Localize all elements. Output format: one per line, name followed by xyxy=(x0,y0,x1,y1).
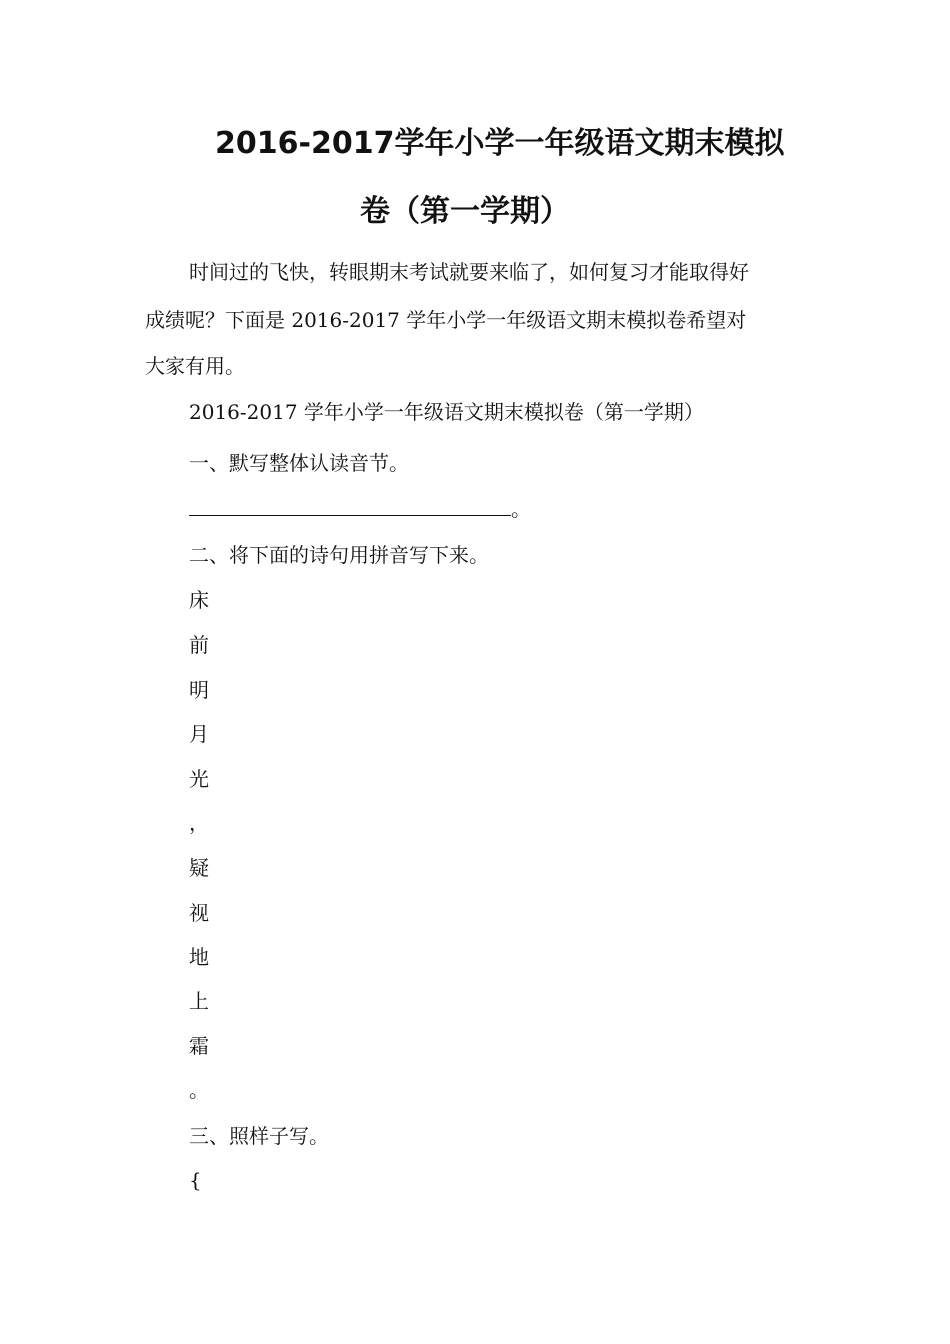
poem-char: 月 xyxy=(189,722,209,746)
blank-end-mark: 。 xyxy=(511,497,531,521)
poem-char: 疑 xyxy=(189,856,209,880)
poem-char: 视 xyxy=(189,901,209,925)
document-title-line-1: 2016-2017学年小学一年级语文期末模拟 xyxy=(215,126,785,161)
intro-paragraph-line-2: 成绩呢？下面是 2016-2017 学年小学一年级语文期末模拟卷希望对 xyxy=(145,308,747,332)
poem-char: 霜 xyxy=(189,1034,209,1058)
poem-char: 光 xyxy=(189,767,209,791)
poem-char: 前 xyxy=(189,633,209,657)
question-2: 二、将下面的诗句用拼音写下来。 xyxy=(189,543,489,567)
poem-char: 地 xyxy=(189,945,209,969)
blank-underline xyxy=(189,495,511,516)
poem-punctuation: 。 xyxy=(189,1078,209,1102)
question-3: 三、照样子写。 xyxy=(189,1124,329,1148)
intro-paragraph-line-3: 大家有用。 xyxy=(145,354,245,378)
poem-punctuation: ， xyxy=(189,811,209,835)
intro-paragraph-line-1: 时间过的飞快，转眼期末考试就要来临了，如何复习才能取得好 xyxy=(189,260,749,284)
answer-blank-line xyxy=(189,494,531,524)
poem-char: 床 xyxy=(189,588,209,612)
poem-char: 明 xyxy=(189,678,209,702)
brace-mark: { xyxy=(189,1168,202,1192)
question-1: 一、默写整体认读音节。 xyxy=(189,451,409,475)
poem-char: 上 xyxy=(189,989,209,1013)
exam-subtitle: 2016-2017 学年小学一年级语文期末模拟卷（第一学期） xyxy=(189,400,704,424)
document-title-line-2: 卷（第一学期） xyxy=(360,194,570,229)
